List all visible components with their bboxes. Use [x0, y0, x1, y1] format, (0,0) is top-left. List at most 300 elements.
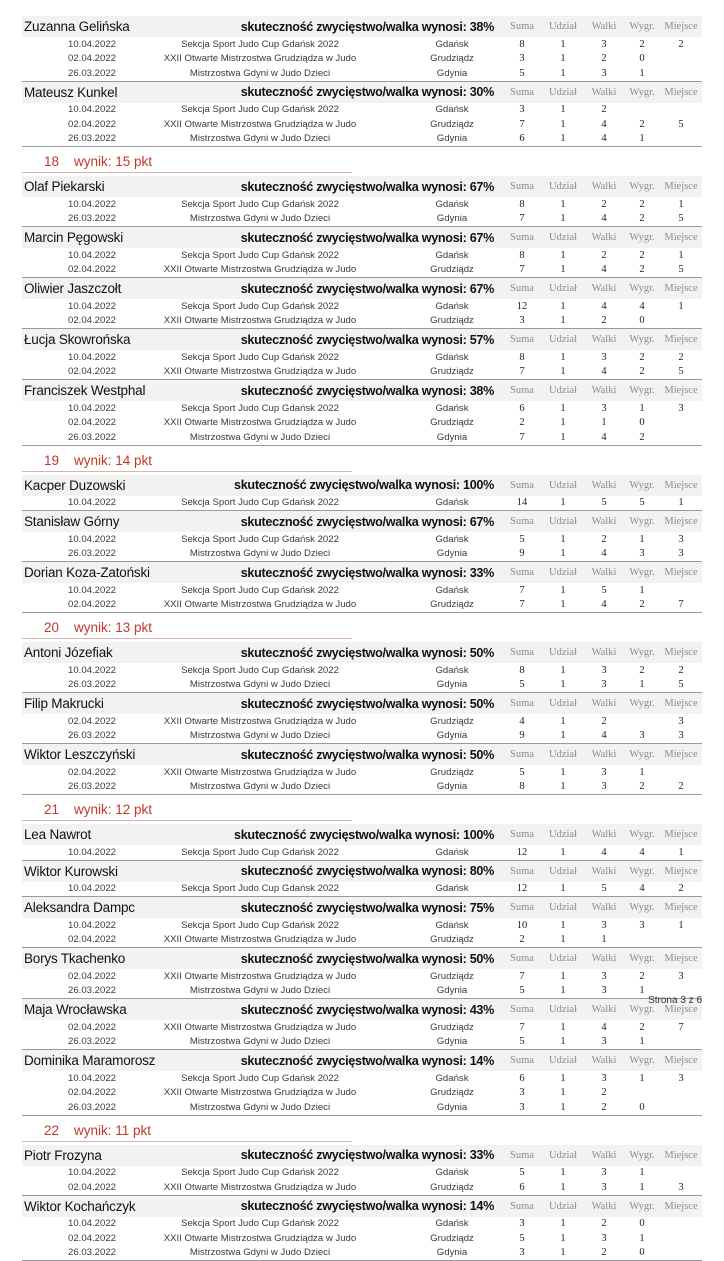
athlete-efficiency: skuteczność zwycięstwo/walka wynosi: 50%	[241, 646, 502, 660]
column-headers	[502, 567, 702, 578]
event-city: Grudziądz	[402, 1022, 502, 1033]
event-suma: 3	[502, 1087, 542, 1098]
athlete-block	[22, 176, 702, 227]
event-city: Gdańsk	[402, 534, 502, 545]
column-header-walki: Walki	[584, 1055, 624, 1066]
event-date: 26.03.2022	[22, 1102, 162, 1113]
athlete-header	[22, 16, 702, 37]
event-city: Grudziądz	[402, 716, 502, 727]
event-miejsce: 5	[660, 264, 702, 275]
column-header-udzial: Udział	[542, 385, 584, 396]
event-udzial: 1	[542, 730, 584, 741]
event-values	[502, 1087, 702, 1098]
event-city: Gdynia	[402, 985, 502, 996]
column-header-wygr: Wygr.	[624, 567, 660, 578]
column-header-udzial: Udział	[542, 232, 584, 243]
event-miejsce	[660, 417, 702, 428]
event-miejsce	[660, 133, 702, 144]
event-city: Gdańsk	[402, 352, 502, 363]
event-miejsce: 3	[660, 534, 702, 545]
event-udzial: 1	[542, 366, 584, 377]
event-wygr: 0	[624, 53, 660, 64]
event-values	[502, 352, 702, 363]
column-headers	[502, 902, 702, 913]
athlete-block	[22, 1145, 702, 1196]
column-header-wygr: Wygr.	[624, 1201, 660, 1212]
column-header-miejsce: Miejsce	[660, 232, 702, 243]
column-header-suma: Suma	[502, 647, 542, 658]
event-walki: 2	[584, 1087, 624, 1098]
column-header-walki: Walki	[584, 1150, 624, 1161]
athlete-name: Oliwier Jaszczołt	[22, 281, 241, 296]
athlete-header	[22, 861, 702, 882]
event-suma: 7	[502, 119, 542, 130]
event-udzial: 1	[542, 679, 584, 690]
event-suma: 4	[502, 716, 542, 727]
column-header-wygr: Wygr.	[624, 647, 660, 658]
column-header-miejsce: Miejsce	[660, 647, 702, 658]
athlete-efficiency: skuteczność zwycięstwo/walka wynosi: 38%	[241, 20, 502, 34]
column-header-wygr: Wygr.	[624, 385, 660, 396]
event-miejsce: 3	[660, 403, 702, 414]
athlete-efficiency: skuteczność zwycięstwo/walka wynosi: 100%	[234, 478, 502, 492]
event-row	[22, 496, 702, 511]
event-row	[22, 350, 702, 365]
event-date: 26.03.2022	[22, 730, 162, 741]
athlete-block	[22, 999, 702, 1050]
column-header-wygr: Wygr.	[624, 953, 660, 964]
athlete-name: Piotr Frozyna	[22, 1148, 241, 1163]
event-values	[502, 301, 702, 312]
event-row	[22, 117, 702, 132]
column-header-walki: Walki	[584, 1201, 624, 1212]
rank-separator	[22, 151, 352, 173]
event-suma: 8	[502, 352, 542, 363]
column-header-wygr: Wygr.	[624, 480, 660, 491]
event-row	[22, 66, 702, 81]
event-suma: 7	[502, 585, 542, 596]
event-miejsce	[660, 68, 702, 79]
event-city: Grudziądz	[402, 53, 502, 64]
event-suma: 3	[502, 1247, 542, 1258]
athlete-header	[22, 1050, 702, 1071]
event-name: XXII Otwarte Mistrzostwa Grudziądza w Judo	[162, 1087, 402, 1098]
column-header-suma: Suma	[502, 866, 542, 877]
event-walki: 2	[584, 716, 624, 727]
event-row	[22, 212, 702, 227]
event-row	[22, 1231, 702, 1246]
event-udzial: 1	[542, 1102, 584, 1113]
event-udzial: 1	[542, 1233, 584, 1244]
event-name: XXII Otwarte Mistrzostwa Grudziądza w Judo	[162, 1022, 402, 1033]
event-name: XXII Otwarte Mistrzostwa Grudziądza w Judo	[162, 119, 402, 130]
column-header-walki: Walki	[584, 866, 624, 877]
athlete-efficiency: skuteczność zwycięstwo/walka wynosi: 67%	[241, 231, 502, 245]
event-wygr: 1	[624, 1182, 660, 1193]
event-udzial: 1	[542, 716, 584, 727]
event-walki: 5	[584, 585, 624, 596]
event-date: 26.03.2022	[22, 548, 162, 559]
event-udzial: 1	[542, 264, 584, 275]
column-header-miejsce: Miejsce	[660, 902, 702, 913]
column-header-udzial: Udział	[542, 1150, 584, 1161]
column-header-miejsce: Miejsce	[660, 953, 702, 964]
event-suma: 5	[502, 68, 542, 79]
event-suma: 12	[502, 301, 542, 312]
column-header-udzial: Udział	[542, 902, 584, 913]
event-wygr	[624, 1087, 660, 1098]
column-header-wygr: Wygr.	[624, 232, 660, 243]
event-row	[22, 1100, 702, 1115]
event-date: 02.04.2022	[22, 767, 162, 778]
event-values	[502, 366, 702, 377]
event-udzial: 1	[542, 417, 584, 428]
athlete-header	[22, 897, 702, 918]
event-udzial: 1	[542, 767, 584, 778]
column-header-walki: Walki	[584, 232, 624, 243]
event-suma: 8	[502, 39, 542, 50]
event-suma: 8	[502, 665, 542, 676]
column-header-walki: Walki	[584, 516, 624, 527]
event-values	[502, 585, 702, 596]
column-header-suma: Suma	[502, 567, 542, 578]
event-date: 02.04.2022	[22, 366, 162, 377]
column-headers	[502, 480, 702, 491]
event-wygr: 2	[624, 119, 660, 130]
athlete-header	[22, 380, 702, 401]
event-miejsce: 1	[660, 301, 702, 312]
event-wygr: 1	[624, 403, 660, 414]
event-city: Grudziądz	[402, 1087, 502, 1098]
event-suma: 12	[502, 847, 542, 858]
athlete-efficiency: skuteczność zwycięstwo/walka wynosi: 50%	[241, 952, 502, 966]
event-date: 10.04.2022	[22, 497, 162, 508]
event-suma: 5	[502, 534, 542, 545]
event-udzial: 1	[542, 1218, 584, 1229]
column-header-miejsce: Miejsce	[660, 21, 702, 32]
event-udzial: 1	[542, 119, 584, 130]
event-walki: 2	[584, 1218, 624, 1229]
athlete-name: Lea Nawrot	[22, 827, 234, 842]
event-date: 26.03.2022	[22, 1036, 162, 1047]
event-wygr: 1	[624, 585, 660, 596]
athlete-efficiency: skuteczność zwycięstwo/walka wynosi: 50%	[241, 697, 502, 711]
event-wygr: 3	[624, 730, 660, 741]
event-city: Gdynia	[402, 432, 502, 443]
event-wygr: 4	[624, 301, 660, 312]
event-wygr: 1	[624, 985, 660, 996]
event-values	[502, 213, 702, 224]
event-row	[22, 765, 702, 780]
athlete-name: Antoni Józefiak	[22, 645, 241, 660]
athlete-efficiency: skuteczność zwycięstwo/walka wynosi: 67%	[241, 180, 502, 194]
event-walki: 4	[584, 366, 624, 377]
event-row	[22, 583, 702, 598]
event-walki: 2	[584, 250, 624, 261]
event-row	[22, 969, 702, 984]
event-miejsce: 3	[660, 548, 702, 559]
event-values	[502, 1218, 702, 1229]
event-date: 02.04.2022	[22, 1087, 162, 1098]
event-city: Gdynia	[402, 548, 502, 559]
event-miejsce	[660, 1167, 702, 1178]
event-name: Mistrzostwa Gdyni w Judo Dzieci	[162, 1102, 402, 1113]
event-suma: 7	[502, 432, 542, 443]
event-udzial: 1	[542, 301, 584, 312]
event-suma: 6	[502, 133, 542, 144]
event-date: 02.04.2022	[22, 1182, 162, 1193]
event-name: XXII Otwarte Mistrzostwa Grudziądza w Judo	[162, 934, 402, 945]
column-headers	[502, 698, 702, 709]
column-header-udzial: Udział	[542, 647, 584, 658]
event-row	[22, 299, 702, 314]
event-row	[22, 547, 702, 562]
event-name: Sekcja Sport Judo Cup Gdańsk 2022	[162, 1167, 402, 1178]
event-wygr: 2	[624, 1022, 660, 1033]
column-header-miejsce: Miejsce	[660, 1201, 702, 1212]
event-name: Mistrzostwa Gdyni w Judo Dzieci	[162, 133, 402, 144]
event-udzial: 1	[542, 985, 584, 996]
event-values	[502, 119, 702, 130]
event-walki: 3	[584, 403, 624, 414]
event-suma: 7	[502, 1022, 542, 1033]
event-values	[502, 1022, 702, 1033]
column-header-suma: Suma	[502, 698, 542, 709]
athlete-block	[22, 824, 702, 861]
event-udzial: 1	[542, 548, 584, 559]
athlete-name: Dorian Koza-Zatoński	[22, 565, 241, 580]
rank-result: wynik: 14 pkt	[74, 453, 152, 468]
athlete-efficiency: skuteczność zwycięstwo/walka wynosi: 57%	[241, 333, 502, 347]
event-miejsce	[660, 53, 702, 64]
column-header-miejsce: Miejsce	[660, 1004, 702, 1015]
event-walki: 3	[584, 1182, 624, 1193]
column-header-udzial: Udział	[542, 480, 584, 491]
event-row	[22, 729, 702, 744]
event-date: 10.04.2022	[22, 883, 162, 894]
athlete-header	[22, 693, 702, 714]
event-row	[22, 714, 702, 729]
event-miejsce: 1	[660, 497, 702, 508]
event-row	[22, 37, 702, 52]
event-walki: 4	[584, 847, 624, 858]
event-suma: 8	[502, 250, 542, 261]
event-udzial: 1	[542, 53, 584, 64]
athlete-name: Łucja Skowrońska	[22, 332, 241, 347]
event-city: Gdynia	[402, 213, 502, 224]
event-walki: 3	[584, 767, 624, 778]
column-headers	[502, 1055, 702, 1066]
event-row	[22, 1180, 702, 1195]
event-miejsce	[660, 1233, 702, 1244]
athlete-name: Franciszek Westphal	[22, 383, 241, 398]
event-walki: 3	[584, 971, 624, 982]
column-header-udzial: Udział	[542, 334, 584, 345]
event-name: XXII Otwarte Mistrzostwa Grudziądza w Judo	[162, 1182, 402, 1193]
event-name: Mistrzostwa Gdyni w Judo Dzieci	[162, 781, 402, 792]
event-row	[22, 1217, 702, 1232]
event-walki: 3	[584, 665, 624, 676]
event-walki: 4	[584, 119, 624, 130]
event-miejsce: 2	[660, 665, 702, 676]
athlete-name: Wiktor Leszczyński	[22, 747, 241, 762]
athlete-name: Wiktor Kurowski	[22, 864, 241, 879]
event-date: 26.03.2022	[22, 1247, 162, 1258]
athlete-efficiency: skuteczność zwycięstwo/walka wynosi: 75%	[241, 901, 502, 915]
athlete-name: Marcin Pęgowski	[22, 230, 241, 245]
athlete-header	[22, 1196, 702, 1217]
event-walki: 3	[584, 39, 624, 50]
event-values	[502, 1102, 702, 1113]
event-miejsce	[660, 934, 702, 945]
event-wygr: 3	[624, 920, 660, 931]
event-city: Grudziądz	[402, 417, 502, 428]
event-values	[502, 1247, 702, 1258]
column-headers	[502, 516, 702, 527]
event-row	[22, 1086, 702, 1101]
event-values	[502, 199, 702, 210]
event-row	[22, 845, 702, 860]
column-header-walki: Walki	[584, 21, 624, 32]
event-miejsce: 5	[660, 679, 702, 690]
event-values	[502, 432, 702, 443]
event-walki: 1	[584, 934, 624, 945]
event-miejsce: 1	[660, 920, 702, 931]
event-date: 02.04.2022	[22, 417, 162, 428]
event-miejsce: 3	[660, 716, 702, 727]
event-wygr: 2	[624, 781, 660, 792]
event-miejsce	[660, 1087, 702, 1098]
event-row	[22, 401, 702, 416]
athlete-name: Dominika Maramorosz	[22, 1053, 241, 1068]
event-udzial: 1	[542, 315, 584, 326]
event-date: 10.04.2022	[22, 585, 162, 596]
rank-number: 22	[44, 1123, 70, 1138]
athlete-header	[22, 824, 702, 845]
event-name: XXII Otwarte Mistrzostwa Grudziądza w Judo	[162, 1233, 402, 1244]
athlete-name: Maja Wrocławska	[22, 1002, 241, 1017]
event-row	[22, 1020, 702, 1035]
event-udzial: 1	[542, 39, 584, 50]
event-city: Gdańsk	[402, 199, 502, 210]
column-header-wygr: Wygr.	[624, 829, 660, 840]
athlete-header	[22, 511, 702, 532]
event-suma: 6	[502, 1073, 542, 1084]
column-header-udzial: Udział	[542, 283, 584, 294]
event-walki: 4	[584, 301, 624, 312]
event-suma: 3	[502, 1102, 542, 1113]
event-udzial: 1	[542, 847, 584, 858]
event-values	[502, 39, 702, 50]
event-suma: 5	[502, 1167, 542, 1178]
event-wygr: 1	[624, 679, 660, 690]
event-date: 02.04.2022	[22, 934, 162, 945]
column-headers	[502, 87, 702, 98]
event-date: 10.04.2022	[22, 39, 162, 50]
event-city: Grudziądz	[402, 971, 502, 982]
event-date: 02.04.2022	[22, 1022, 162, 1033]
page-footer: Strona 3 z 6	[648, 995, 702, 1006]
event-wygr: 2	[624, 432, 660, 443]
column-header-wygr: Wygr.	[624, 283, 660, 294]
event-city: Gdynia	[402, 1036, 502, 1047]
column-header-walki: Walki	[584, 283, 624, 294]
event-date: 10.04.2022	[22, 920, 162, 931]
event-miejsce	[660, 767, 702, 778]
column-header-miejsce: Miejsce	[660, 516, 702, 527]
column-header-miejsce: Miejsce	[660, 866, 702, 877]
athlete-name: Mateusz Kunkel	[22, 85, 241, 100]
event-miejsce: 7	[660, 599, 702, 610]
rank-number: 21	[44, 802, 70, 817]
event-miejsce: 2	[660, 352, 702, 363]
athlete-header	[22, 329, 702, 350]
event-values	[502, 934, 702, 945]
event-miejsce	[660, 1102, 702, 1113]
event-city: Grudziądz	[402, 767, 502, 778]
event-name: Mistrzostwa Gdyni w Judo Dzieci	[162, 548, 402, 559]
event-miejsce	[660, 104, 702, 115]
event-walki: 4	[584, 264, 624, 275]
event-miejsce: 5	[660, 366, 702, 377]
event-wygr: 2	[624, 264, 660, 275]
column-headers	[502, 953, 702, 964]
rank-number: 19	[44, 453, 70, 468]
event-row	[22, 132, 702, 147]
event-values	[502, 1167, 702, 1178]
event-miejsce	[660, 1247, 702, 1258]
athlete-block	[22, 1050, 702, 1116]
event-name: Mistrzostwa Gdyni w Judo Dzieci	[162, 679, 402, 690]
column-header-miejsce: Miejsce	[660, 334, 702, 345]
athlete-block	[22, 82, 702, 148]
rank-separator	[22, 1120, 352, 1142]
athlete-block	[22, 1196, 702, 1261]
event-suma: 6	[502, 403, 542, 414]
athlete-efficiency: skuteczność zwycięstwo/walka wynosi: 67%	[241, 282, 502, 296]
event-name: Mistrzostwa Gdyni w Judo Dzieci	[162, 730, 402, 741]
event-suma: 3	[502, 1218, 542, 1229]
event-row	[22, 365, 702, 380]
event-city: Gdańsk	[402, 104, 502, 115]
rank-separator	[22, 799, 352, 821]
event-name: Sekcja Sport Judo Cup Gdańsk 2022	[162, 104, 402, 115]
athlete-efficiency: skuteczność zwycięstwo/walka wynosi: 33%	[241, 566, 502, 580]
event-miejsce: 3	[660, 1182, 702, 1193]
column-header-walki: Walki	[584, 87, 624, 98]
event-city: Gdańsk	[402, 403, 502, 414]
event-date: 26.03.2022	[22, 68, 162, 79]
event-city: Gdańsk	[402, 39, 502, 50]
event-row	[22, 1035, 702, 1050]
event-udzial: 1	[542, 1087, 584, 1098]
event-name: XXII Otwarte Mistrzostwa Grudziądza w Judo	[162, 417, 402, 428]
athlete-name: Kacper Duzowski	[22, 478, 234, 493]
event-walki: 3	[584, 1167, 624, 1178]
column-header-walki: Walki	[584, 829, 624, 840]
event-row	[22, 678, 702, 693]
event-name: Sekcja Sport Judo Cup Gdańsk 2022	[162, 39, 402, 50]
event-city: Grudziądz	[402, 599, 502, 610]
event-walki: 1	[584, 417, 624, 428]
event-udzial: 1	[542, 599, 584, 610]
event-walki: 3	[584, 68, 624, 79]
event-walki: 3	[584, 1073, 624, 1084]
column-header-suma: Suma	[502, 1004, 542, 1015]
athlete-block	[22, 861, 702, 898]
column-header-udzial: Udział	[542, 866, 584, 877]
event-wygr: 1	[624, 767, 660, 778]
